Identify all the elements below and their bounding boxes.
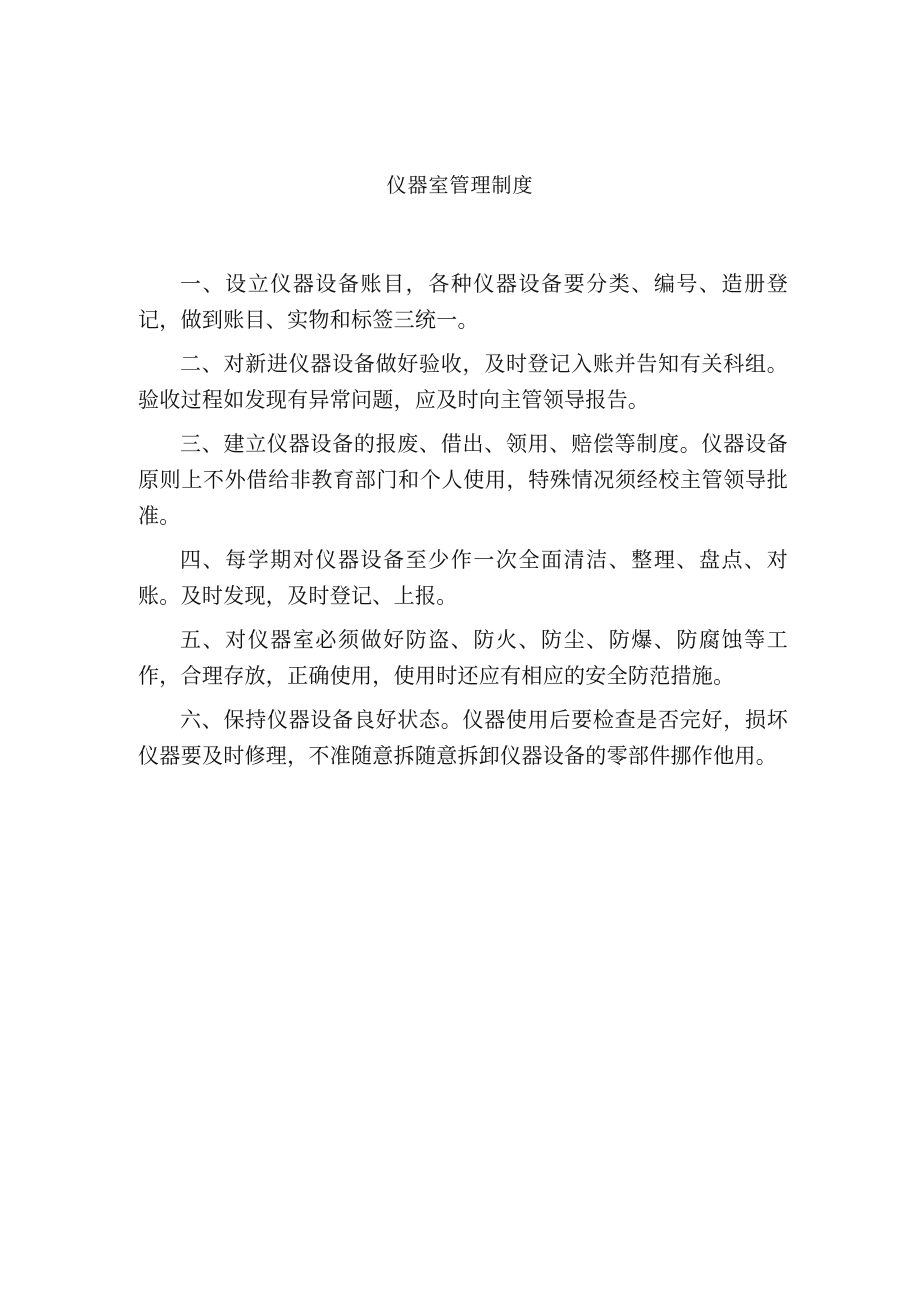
paragraph-6: 六、保持仪器设备良好状态。仪器使用后要检查是否完好，损坏仪器要及时修理，不准随意拆随意拆卸仪器设备的零部件挪作他用。 xyxy=(138,708,788,768)
paragraph-3: 三、建立仪器设备的报废、借出、领用、赔偿等制度。仪器设备原则上不外借给非教育部门和个人使用，特殊情况须经校主管领导批准。 xyxy=(138,432,788,528)
document-body xyxy=(138,266,788,782)
paragraph-2: 二、对新进仪器设备做好验收，及时登记入账并告知有关科组。验收过程如发现有异常问题，应及时向主管领导报告。 xyxy=(138,352,788,412)
paragraph-1: 一、设立仪器设备账目，各种仪器设备要分类、编号、造册登记，做到账目、实物和标签三统一。 xyxy=(138,272,788,332)
paragraph-5: 五、对仪器室必须做好防盗、防火、防尘、防爆、防腐蚀等工作，合理存放，正确使用，使用时还应有相应的安全防范措施。 xyxy=(138,628,788,688)
paragraph-4: 四、每学期对仪器设备至少作一次全面清洁、整理、盘点、对账。及时发现，及时登记、上报。 xyxy=(138,548,788,608)
document-title: 仪器室管理制度 xyxy=(386,173,534,197)
